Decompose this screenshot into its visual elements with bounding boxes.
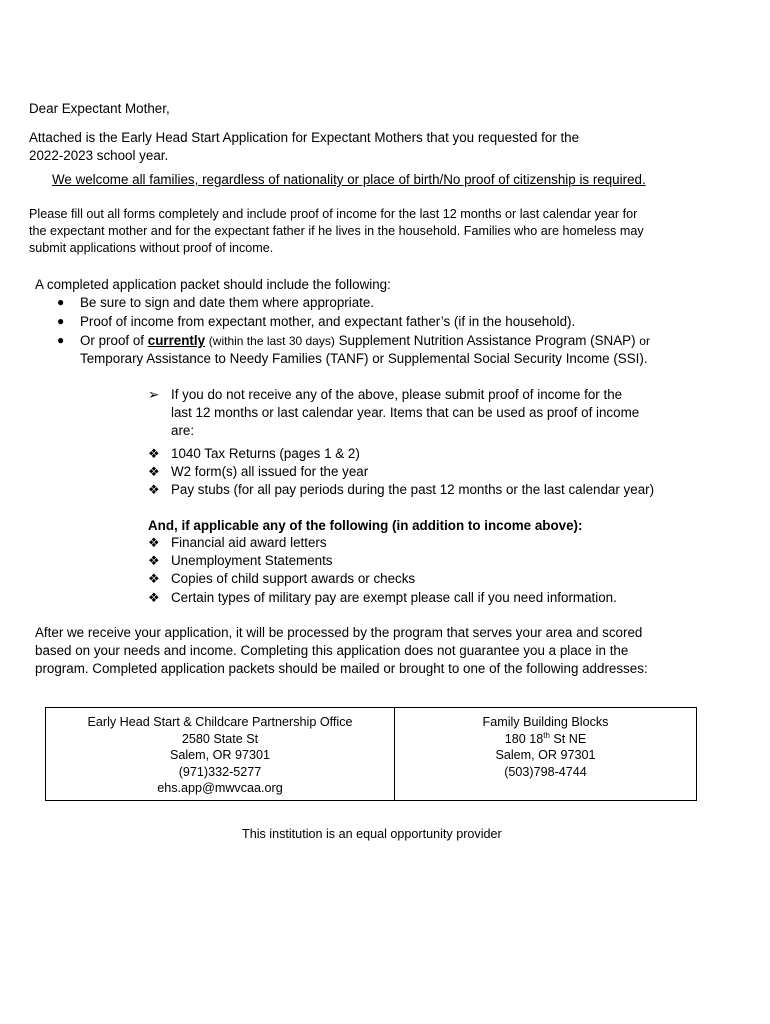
or-text: or (639, 334, 650, 348)
office-street: 2580 State St (181, 731, 259, 746)
bullet-icon: ● (57, 333, 65, 347)
office-name: Early Head Start & Childcare Partnership Office (87, 715, 353, 729)
instructions-line-2: the expectant mother and for the expectant father if he lives in the household. Families who are homeless may (29, 224, 644, 238)
packet-bullet-2: Proof of income from expectant mother, and expectant father’s (if in the household). (80, 314, 576, 329)
packet-bullet-1: Be sure to sign and date them where appropriate. (80, 295, 375, 310)
packet-bullet-3-continued: Temporary Assistance to Needy Families (TANF) or Supplemental Social Security Income (SSI). (80, 351, 648, 366)
diamond-bullet-icon: ❖ (148, 446, 160, 461)
additional-item: Copies of child support awards or checks (171, 571, 416, 586)
diamond-bullet-icon: ❖ (148, 464, 160, 479)
address-table (45, 707, 697, 801)
office-phone: (971)332-5277 (178, 764, 262, 779)
bullet-icon: ● (57, 295, 65, 309)
fbb-phone: (503)798-4744 (504, 764, 587, 779)
equal-opportunity-footer: This institution is an equal opportunity provider (242, 827, 502, 841)
address-left (46, 708, 395, 801)
bullet-3-lead: Or proof of (80, 333, 145, 348)
fbb-name: Family Building Blocks (482, 715, 609, 729)
instructions-line-1: Please fill out all forms completely and include proof of income for the last 12 months or last calendar year for (29, 207, 638, 221)
additional-item: Certain types of military pay are exempt please call if you need information. (171, 590, 617, 605)
intro-line-1: Attached is the Early Head Start Application for Expectant Mothers that you requested for the (29, 130, 580, 145)
closing-line-3: program. Completed application packets should be mailed or brought to one of the following addresses: (35, 661, 648, 676)
proof-item: W2 form(s) all issued for the year (171, 464, 369, 479)
closing-line-1: After we receive your application, it will be processed by the program that serves your area and scored (35, 625, 643, 640)
proof-item: 1040 Tax Returns (pages 1 & 2) (171, 446, 360, 461)
currently-emphasis: currently (147, 333, 206, 348)
diamond-bullet-icon: ❖ (148, 535, 160, 550)
fbb-city: Salem, OR 97301 (495, 748, 596, 762)
packet-bullet-3 (80, 332, 650, 350)
welcome-statement: We welcome all families, regardless of nationality or place of birth/No proof of citizenship is required. (52, 172, 646, 187)
diamond-bullet-icon: ❖ (148, 571, 160, 586)
closing-line-2: based on your needs and income. Completing this application does not guarantee you a place in the (35, 643, 629, 658)
arrow-bullet-icon: ➢ (148, 387, 160, 402)
proof-item: Pay stubs (for all pay periods during the past 12 months or the last calendar year) (171, 482, 655, 497)
salutation: Dear Expectant Mother, (29, 101, 170, 116)
additional-item: Unemployment Statements (171, 553, 333, 568)
diamond-bullet-icon: ❖ (148, 590, 160, 605)
office-city: Salem, OR 97301 (169, 748, 271, 762)
packet-heading: A completed application packet should include the following: (35, 277, 391, 292)
alt-proof-line-1: If you do not receive any of the above, please submit proof of income for the (171, 387, 623, 402)
address-right (395, 708, 697, 801)
alt-proof-line-2: last 12 months or last calendar year. Items that can be used as proof of income (171, 405, 640, 420)
intro-line-2: 2022-2023 school year. (29, 148, 169, 163)
within-30-days-note: (within the last 30 days) (208, 334, 335, 348)
diamond-bullet-icon: ❖ (148, 482, 160, 497)
alt-proof-line-3: are: (171, 423, 195, 438)
bullet-icon: ● (57, 314, 65, 328)
instructions-line-3: submit applications without proof of income. (29, 241, 274, 255)
office-email: ehs.app@mwvcaa.org (157, 781, 283, 795)
additional-heading: And, if applicable any of the following (in addition to income above): (148, 518, 583, 533)
fbb-street: 180 18th St NE (504, 730, 587, 746)
diamond-bullet-icon: ❖ (148, 553, 160, 568)
snap-text: Supplement Nutrition Assistance Program (SNAP) (338, 333, 636, 348)
additional-item: Financial aid award letters (171, 535, 327, 550)
